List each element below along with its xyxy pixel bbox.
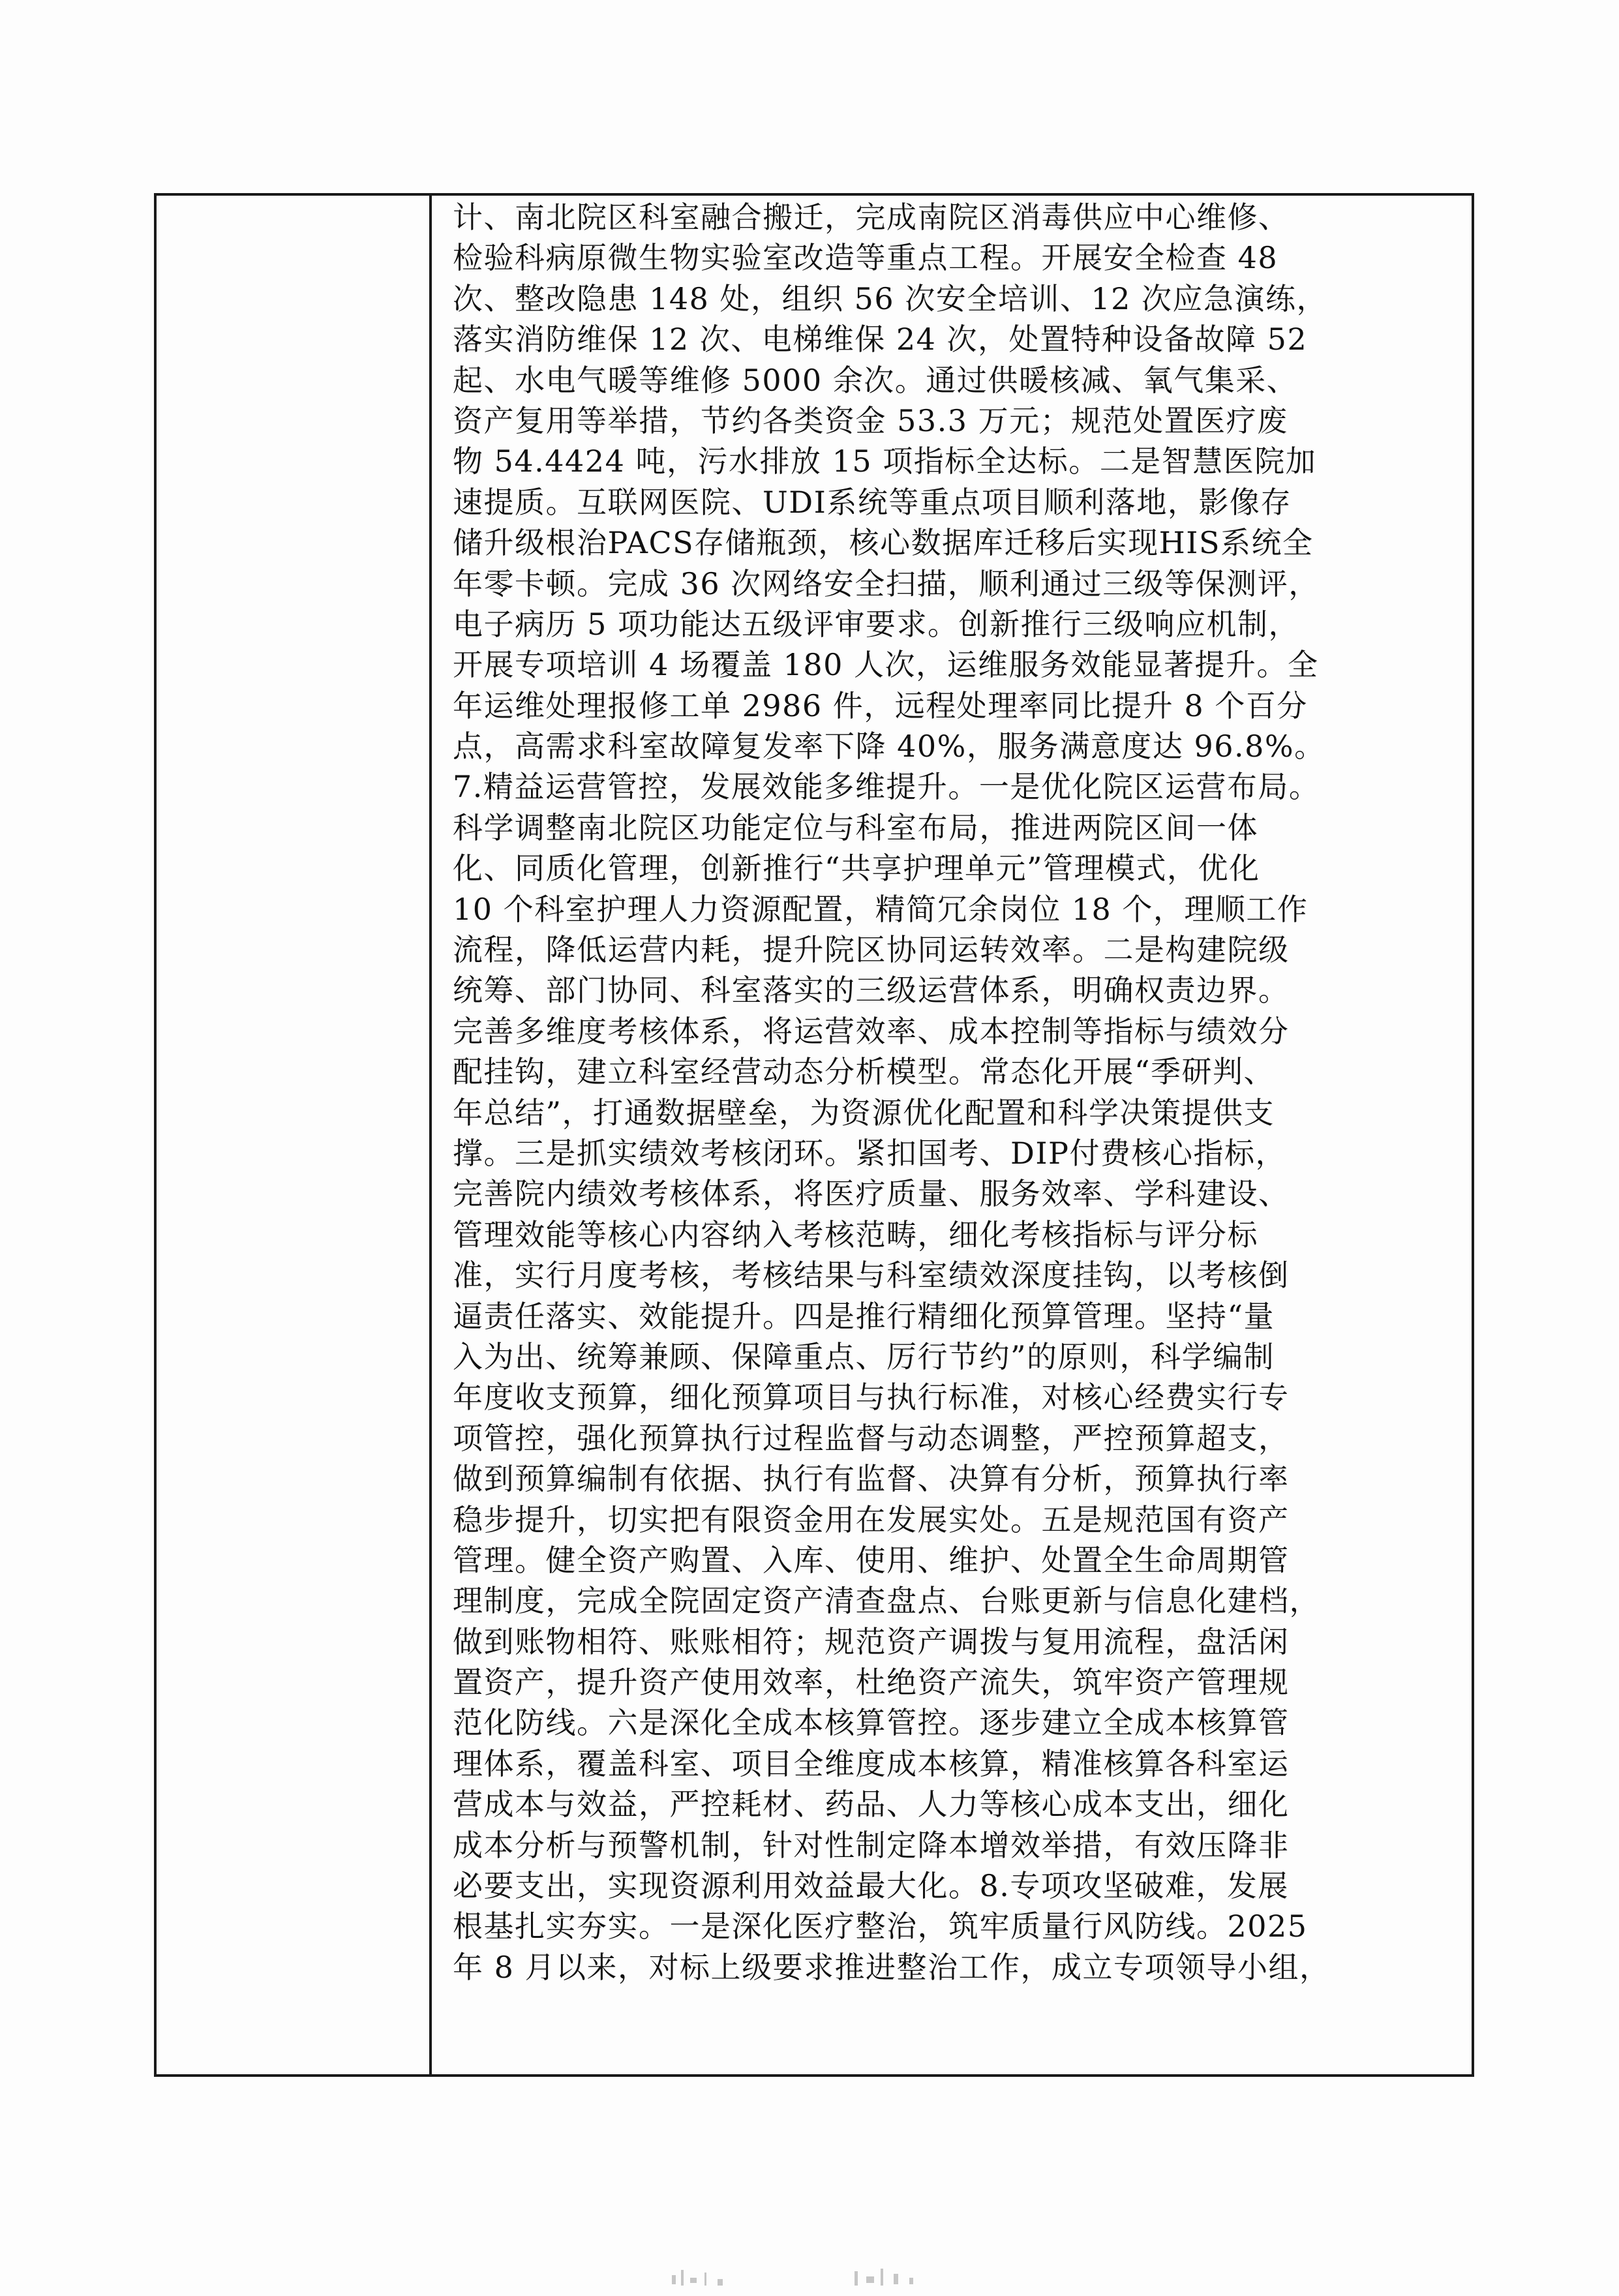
text-line: 完善院内绩效考核体系，将医疗质量、服务效率、学科建设、 bbox=[453, 1176, 1290, 1212]
text-line: 完善多维度考核体系，将运营效率、成本控制等指标与绩效分 bbox=[453, 1013, 1290, 1049]
text-line: 开展专项培训 4 场覆盖 180 人次，运维服务效能显著提升。全 bbox=[453, 647, 1319, 683]
text-line: 统筹、部门协同、科室落实的三级运营体系，明确权责边界。 bbox=[453, 973, 1290, 1008]
text-line: 成本分析与预警机制，针对性制定降本增效举措，有效压降非 bbox=[453, 1827, 1290, 1863]
text-line: 计、南北院区科室融合搬迁，完成南院区消毒供应中心维修、 bbox=[453, 200, 1290, 235]
text-line: 年总结”，打通数据壁垒，为资源优化配置和科学决策提供支 bbox=[453, 1095, 1275, 1130]
text-line: 理体系，覆盖科室、项目全维度成本核算，精准核算各科室运 bbox=[453, 1745, 1290, 1781]
text-line: 管理效能等核心内容纳入考核范畴，细化考核指标与评分标 bbox=[453, 1216, 1258, 1252]
scan-noise-marks bbox=[659, 2263, 946, 2296]
text-line: 检验科病原微生物实验室改造等重点工程。开展安全检查 48 bbox=[453, 240, 1279, 276]
text-line: 科学调整南北院区功能定位与科室布局，推进两院区间一体 bbox=[453, 809, 1258, 845]
text-line: 营成本与效益，严控耗材、药品、人力等核心成本支出，细化 bbox=[453, 1787, 1290, 1822]
table-content-cell bbox=[432, 196, 1472, 2074]
text-line: 物 54.4424 吨，污水排放 15 项指标全达标。二是智慧医院加 bbox=[453, 444, 1317, 479]
text-line: 流程，降低运营内耗，提升院区协同运转效率。二是构建院级 bbox=[453, 932, 1290, 968]
text-line: 年度收支预算，细化预算项目与执行标准，对核心经费实行专 bbox=[453, 1380, 1290, 1415]
text-line: 年运维处理报修工单 2986 件，远程处理率同比提升 8 个百分 bbox=[453, 687, 1308, 723]
text-line: 资产复用等举措，节约各类资金 53.3 万元；规范处置医疗废 bbox=[453, 402, 1288, 438]
text-line: 范化防线。六是深化全成本核算管控。逐步建立全成本核算管 bbox=[453, 1705, 1290, 1741]
text-line: 撑。三是抓实绩效考核闭环。紧扣国考、DIP付费核心指标， bbox=[453, 1135, 1287, 1171]
body-text bbox=[453, 197, 1470, 1987]
text-line: 电子病历 5 项功能达五级评审要求。创新推行三级响应机制， bbox=[453, 606, 1300, 642]
text-line: 年 8 月以来，对标上级要求推进整治工作，成立专项领导小组， bbox=[453, 1949, 1331, 1985]
text-line: 年零卡顿。完成 36 次网络安全扫描，顺利通过三级等保测评， bbox=[453, 566, 1320, 601]
text-line: 逼责任落实、效能提升。四是推行精细化预算管理。坚持“量 bbox=[453, 1298, 1275, 1334]
text-line: 管理。健全资产购置、入库、使用、维护、处置全生命周期管 bbox=[453, 1542, 1290, 1578]
text-line: 点，高需求科室故障复发率下降 40%，服务满意度达 96.8%。 bbox=[453, 729, 1325, 764]
text-line: 次、整改隐患 148 处，组织 56 次安全培训、12 次应急演练， bbox=[453, 280, 1327, 316]
table-label-cell bbox=[157, 196, 432, 2074]
text-line: 起、水电气暖等维修 5000 余次。通过供暖核减、氧气集采、 bbox=[453, 362, 1298, 398]
text-line: 项管控，强化预算执行过程监督与动态调整，严控预算超支， bbox=[453, 1420, 1290, 1456]
text-line: 7.精益运营管控，发展效能多维提升。一是优化院区运营布局。 bbox=[453, 769, 1320, 805]
text-line: 10 个科室护理人力资源配置，精简冗余岗位 18 个，理顺工作 bbox=[453, 891, 1309, 927]
text-line: 储升级根治PACS存储瓶颈，核心数据库迁移后实现HIS系统全 bbox=[453, 525, 1314, 561]
text-line: 化、同质化管理，创新推行“共享护理单元”管理模式，优化 bbox=[453, 851, 1260, 886]
text-line: 理制度，完成全院固定资产清查盘点、台账更新与信息化建档， bbox=[453, 1583, 1320, 1619]
text-line: 准，实行月度考核，考核结果与科室绩效深度挂钩，以考核倒 bbox=[453, 1258, 1290, 1293]
text-line: 稳步提升，切实把有限资金用在发展实处。五是规范国有资产 bbox=[453, 1502, 1290, 1537]
text-line: 入为出、统筹兼顾、保障重点、厉行节约”的原则，科学编制 bbox=[453, 1338, 1275, 1374]
text-line: 速提质。互联网医院、UDI系统等重点项目顺利落地，影像存 bbox=[453, 484, 1292, 520]
text-line: 做到账物相符、账账相符；规范资产调拨与复用流程，盘活闲 bbox=[453, 1624, 1290, 1659]
text-line: 做到预算编制有依据、执行有监督、决算有分析，预算执行率 bbox=[453, 1461, 1290, 1497]
text-line: 落实消防维保 12 次、电梯维保 24 次，处置特种设备故障 52 bbox=[453, 322, 1308, 357]
text-line: 置资产，提升资产使用效率，杜绝资产流失，筑牢资产管理规 bbox=[453, 1665, 1290, 1700]
text-line: 配挂钩，建立科室经营动态分析模型。常态化开展“季研判、 bbox=[453, 1054, 1275, 1090]
report-table bbox=[154, 193, 1474, 2077]
text-line: 根基扎实夯实。一是深化医疗整治，筑牢质量行风防线。2025 bbox=[453, 1909, 1308, 1944]
text-line: 必要支出，实现资源利用效益最大化。8.专项攻坚破难，发展 bbox=[453, 1868, 1289, 1904]
